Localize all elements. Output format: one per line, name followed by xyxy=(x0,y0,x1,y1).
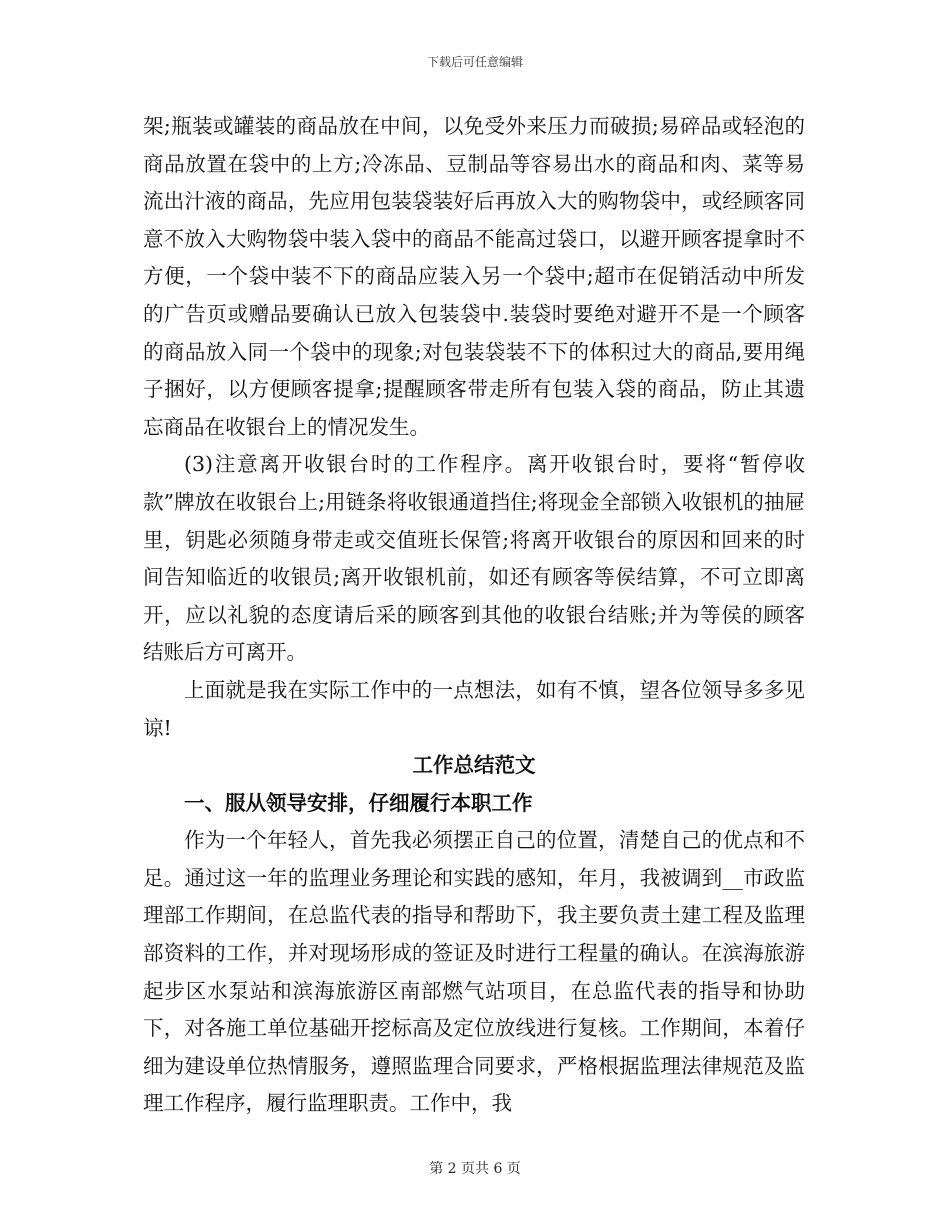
paragraph-work-summary: 作为一个年轻人，首先我必须摆正自己的位置，清楚自己的优点和不足。通过这一年的监理业务理论和实践的感知，年月，我被调到__市政监理部工作期间，在总监代表的指导和帮助下，我主要负责土建工程及监理部资料的工作，并对现场形成的签证及时进行工程量的确认。在滨海旅游起步区水泵站和滨海旅游区南部燃气站项目，在总监代表的指导和协助下，对各施工单位基础开挖标高及定位放线进行复核。工作期间，本着仔细为建设单位热情服务，遵照监理合同要求，严格根据监理法律规范及监理工作程序，履行监理职责。工作中，我 xyxy=(143,828,805,1116)
paragraph-leaving-checkout: (3)注意离开收银台时的工作程序。离开收银台时，要将“暂停收款”牌放在收银台上;用链条将收银通道挡住;将现金全部锁入收银机的抽屉里，钥匙必须随身带走或交值班长保管;将离开收银台的原因和回来的时间告知临近的收银员;离开收银机前，如还有顾客等侯结算，不可立即离开，应以礼貌的态度请后采的顾客到其他的收银台结账;并为等侯的顾客结账后方可离开。 xyxy=(143,452,805,665)
page-footer: 第 2 页共 6 页 xyxy=(429,1161,521,1177)
document-title: 工作总结范文 xyxy=(412,753,536,778)
section-heading-1: 一、服从领导安排，仔细履行本职工作 xyxy=(184,790,533,815)
paragraph-bagging-rules: 架;瓶装或罐装的商品放在中间，以免受外来压力而破损;易碎品或轻泡的商品放置在袋中的上方;冷冻品、豆制品等容易出水的商品和肉、菜等易流出汁液的商品，先应用包装袋装好后再放入大的购物袋中，或经顾客同意不放入大购物袋中装入袋中的商品不能高过袋口，以避开顾客提拿时不方便，一个袋中装不下的商品应装入另一个袋中;超市在促销活动中所发的广告页或赠品要确认已放入包装袋中.装袋时要绝对避开不是一个顾客的商品放入同一个袋中的现象;对包装袋装不下的体积过大的商品,要用绳子捆好，以方便顾客提拿;提醒顾客带走所有包装入袋的商品，防止其遗忘商品在收银台上的情况发生。 xyxy=(143,114,805,439)
paragraph-closing-remark: 上面就是我在实际工作中的一点想法，如有不慎，望各位领导多多见谅! xyxy=(143,677,805,740)
document-body xyxy=(143,108,805,1123)
page-header: 下载后可任意编辑 xyxy=(426,55,523,69)
